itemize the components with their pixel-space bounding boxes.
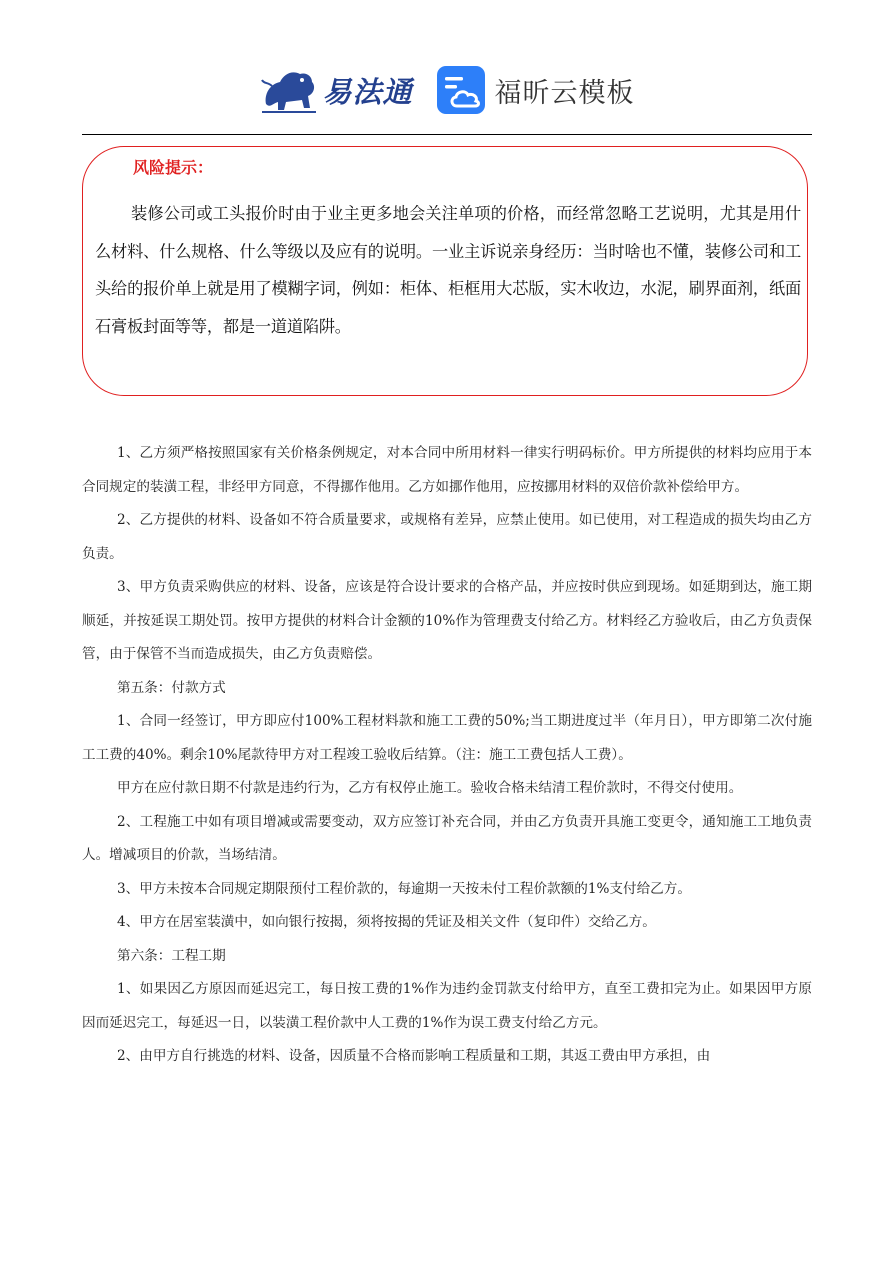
lion-icon bbox=[258, 60, 320, 120]
paragraph: 3、甲方未按本合同规定期限预付工程价款的，每逾期一天按未付工程价款额的1%支付给乙方。 bbox=[117, 880, 691, 897]
paragraph: 4、甲方在居室装潢中，如向银行按揭，须将按揭的凭证及相关文件（复印件）交给乙方。 bbox=[117, 914, 656, 930]
paragraph: 1、乙方须严格按照国家有关价格条例规定，对本合同中所用材料一律实行明码标价。甲方所提供的材料均应用于本合同规定的装潢工程，非经甲方同意，不得挪作他用。乙方如挪作他用，应按挪用材料的双倍价款补偿给甲方。 bbox=[82, 445, 812, 495]
paragraph: 甲方在应付款日期不付款是违约行为，乙方有权停止施工。验收合格未结清工程价款时，不得交付使用。 bbox=[117, 780, 743, 796]
paragraph: 2、乙方提供的材料、设备如不符合质量要求，或规格有差异，应禁止使用。如已使用，对工程造成的损失均由乙方负责。 bbox=[82, 512, 812, 562]
brand-yifatong: 易法通 bbox=[322, 74, 413, 109]
contract-body bbox=[82, 437, 812, 1074]
paragraph: 2、工程施工中如有项目增减或需要变动，双方应签订补充合同，并由乙方负责开具施工变更令，通知施工工地负责人。增减项目的价款，当场结清。 bbox=[82, 813, 812, 863]
paragraph: 3、甲方负责采购供应的材料、设备，应该是符合设计要求的合格产品，并应按时供应到现场。如延期到达，施工期顺延，并按延误工期处罚。按甲方提供的材料合计金额的10%作为管理费支付给乙方。材料经乙方验收后，由乙方负责保管，由于保管不当而造成损失，由乙方负责赔偿。 bbox=[82, 579, 812, 662]
header-divider bbox=[82, 134, 812, 135]
risk-text: 装修公司或工头报价时由于业主更多地会关注单项的价格，而经常忽略工艺说明，尤其是用什么材料、什么规格、什么等级以及应有的说明。一业主诉说亲身经历：当时啥也不懂，装修公司和工头给的报价单上就是用了模糊字词，例如：柜体、柜框用大芯版，实木收边，水泥，刷界面剂，纸面石膏板封面等等，都是一道道陷阱。 bbox=[95, 204, 801, 336]
paragraph: 1、如果因乙方原因而延迟完工，每日按工费的1%作为违约金罚款支付给甲方，直至工费扣完为止。如果因甲方原因而延迟完工，每延迟一日，以装潢工程价款中人工费的1%作为误工费支付给乙方元。 bbox=[82, 981, 812, 1031]
cloud-document-icon bbox=[435, 64, 487, 116]
paragraph: 1、合同一经签订，甲方即应付100%工程材料款和施工工费的50%;当工期进度过半（年月日），甲方即第二次付施工工费的40%。剩余10%尾款待甲方对工程竣工验收后结算。（注：施工工费包括人工费）。 bbox=[82, 713, 812, 763]
brand-foxit-template: 福昕云模板 bbox=[494, 77, 635, 109]
yifatong-logo bbox=[258, 60, 412, 120]
risk-warning-box bbox=[82, 146, 808, 396]
foxit-logo bbox=[435, 64, 635, 116]
section-heading: 第五条：付款方式 bbox=[117, 679, 226, 696]
risk-title: 风险提示： bbox=[133, 158, 214, 177]
page-header bbox=[0, 55, 893, 125]
section-heading: 第六条：工程工期 bbox=[117, 947, 226, 964]
paragraph: 2、由甲方自行挑选的材料、设备，因质量不合格而影响工程质量和工期，其返工费由甲方承担，由 bbox=[117, 1048, 711, 1064]
